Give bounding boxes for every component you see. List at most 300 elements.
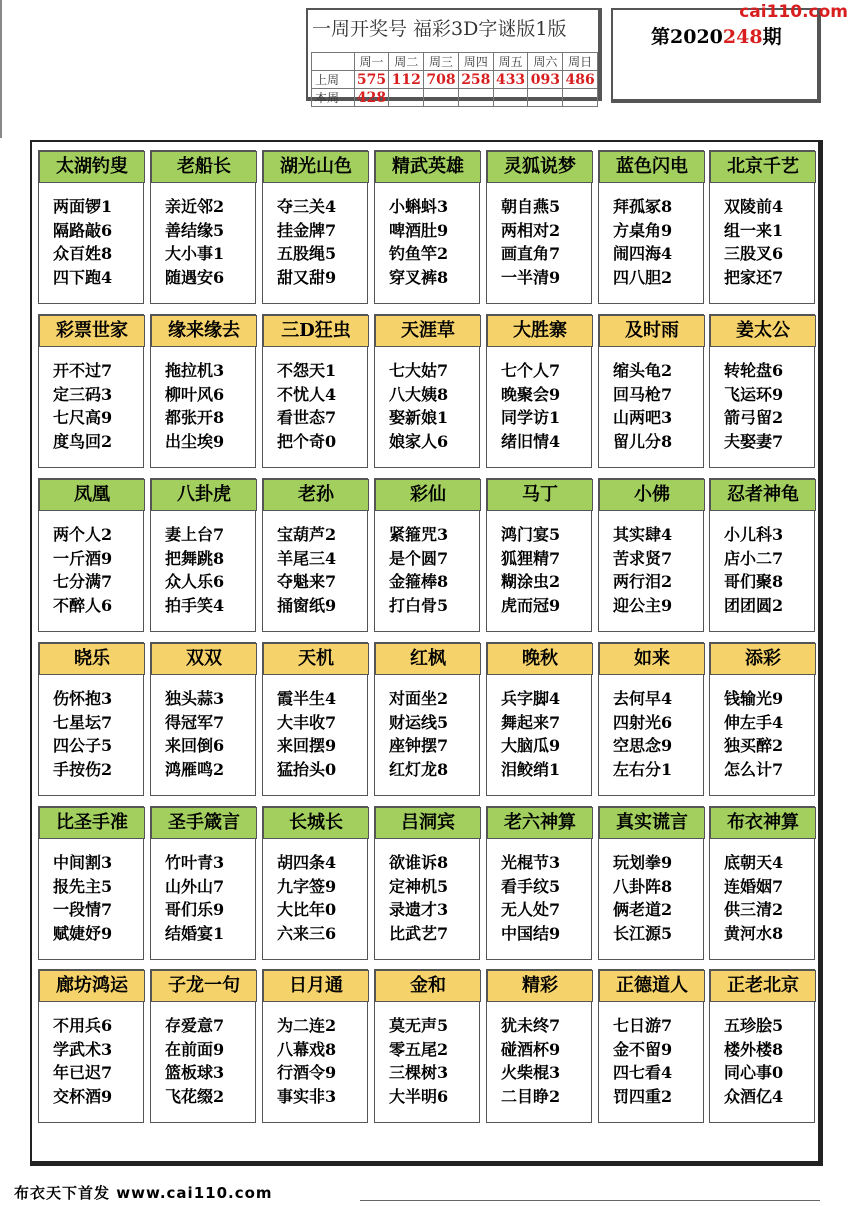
puzzle-line: 在前面9: [165, 1039, 225, 1059]
puzzle-title: 精彩: [487, 970, 593, 1002]
puzzle-line: 七大姑7: [389, 361, 449, 380]
puzzle-line: 八幕戏8: [277, 1039, 337, 1059]
puzzle-line: 玩划拳9: [613, 853, 673, 872]
puzzle-line: 胡四条4: [277, 853, 337, 872]
puzzle-line: 把舞跳8: [165, 548, 225, 568]
puzzle-card: [262, 642, 368, 796]
puzzle-title: 子龙一句: [151, 970, 257, 1002]
puzzle-line: 独头蒜3: [165, 689, 225, 708]
draw-number: [424, 89, 459, 107]
puzzle-title: 老船长: [151, 151, 257, 183]
puzzle-line: 三股叉6: [724, 244, 784, 263]
puzzle-line: 亲近邻2: [165, 197, 225, 216]
puzzle-line: 众酒亿4: [724, 1086, 784, 1106]
puzzle-line: 欲谁诉8: [389, 853, 449, 872]
puzzle-title: 比圣手准: [39, 807, 145, 839]
puzzle-title: 精武英雄: [375, 151, 481, 183]
puzzle-line: 两面锣1: [53, 197, 113, 216]
puzzle-card: [262, 806, 368, 960]
puzzle-lines: [613, 523, 703, 617]
puzzle-title: 吕洞宾: [375, 807, 481, 839]
puzzle-line: 羊尾三4: [277, 548, 337, 568]
puzzle-lines: [165, 851, 255, 945]
puzzle-line: 长江源5: [613, 923, 673, 943]
puzzle-line: 光棍节3: [501, 853, 561, 872]
puzzle-line: 都张开8: [165, 408, 225, 427]
day-header-row: [312, 53, 598, 71]
puzzle-card: [709, 478, 815, 632]
puzzle-line: 泪鲛绡1: [501, 759, 561, 779]
puzzle-line: 哥们乐9: [165, 900, 225, 919]
draw-number: [458, 89, 493, 107]
page-edge-line: [0, 0, 2, 138]
puzzle-card: [709, 969, 815, 1123]
puzzle-lines: [724, 359, 814, 453]
puzzle-line: 结婚宴1: [165, 923, 225, 943]
puzzle-card: [598, 314, 704, 468]
puzzle-line: 山两吧3: [613, 408, 673, 427]
puzzle-line: 四七看4: [613, 1063, 673, 1082]
draw-number: [528, 89, 563, 107]
puzzle-line: 来回摆9: [277, 736, 337, 755]
puzzle-line: 学武术3: [53, 1039, 113, 1059]
puzzle-lines: [53, 1014, 143, 1108]
puzzle-card: [150, 642, 256, 796]
puzzle-title: 忍者神龟: [710, 479, 816, 511]
puzzle-line: 霞半生4: [277, 689, 337, 708]
puzzle-card: [374, 150, 480, 304]
puzzle-line: 报先主5: [53, 876, 113, 896]
puzzle-title: 正德道人: [599, 970, 705, 1002]
puzzle-line: 挂金牌7: [277, 220, 337, 240]
puzzle-line: 不忧人4: [277, 384, 337, 404]
draw-number: 575: [354, 71, 389, 89]
puzzle-line: 娶新娘1: [389, 408, 449, 427]
puzzle-card: [262, 478, 368, 632]
puzzle-line: 不醉人6: [53, 595, 113, 615]
puzzle-line: 竹叶青3: [165, 853, 225, 872]
puzzle-line: 六来三6: [277, 923, 337, 943]
puzzle-title: 天涯草: [375, 315, 481, 347]
puzzle-line: 出尘埃9: [165, 431, 225, 451]
puzzle-line: 鸿门宴5: [501, 525, 561, 544]
draw-number: 708: [424, 71, 459, 89]
puzzle-line: 四射光6: [613, 712, 673, 732]
puzzle-line: 录遗才3: [389, 900, 449, 919]
puzzle-line: 比武艺7: [389, 923, 449, 943]
draw-number: 433: [493, 71, 528, 89]
puzzle-line: 迎公主9: [613, 595, 673, 615]
puzzle-line: 捅窗纸9: [277, 595, 337, 615]
puzzle-line: 两个人2: [53, 525, 113, 544]
puzzle-title: 小佛: [599, 479, 705, 511]
puzzle-card: [150, 806, 256, 960]
puzzle-line: 左右分1: [613, 759, 673, 779]
puzzle-line: 钓鱼竿2: [389, 244, 449, 263]
puzzle-card: [598, 478, 704, 632]
puzzle-card: [374, 478, 480, 632]
puzzle-card: [486, 969, 592, 1123]
puzzle-lines: [53, 195, 143, 289]
puzzle-line: 把个奇0: [277, 431, 337, 451]
puzzle-line: 独买醉2: [724, 736, 784, 755]
puzzle-card: [262, 314, 368, 468]
puzzle-title: 布衣神算: [710, 807, 816, 839]
puzzle-line: 甜又甜9: [277, 267, 337, 287]
puzzle-line: 为二连2: [277, 1016, 337, 1035]
puzzle-title: 北京千艺: [710, 151, 816, 183]
puzzle-line: 手按伤2: [53, 759, 113, 779]
puzzle-line: 黄河水8: [724, 923, 784, 943]
puzzle-line: 犹未终7: [501, 1016, 561, 1035]
puzzle-lines: [165, 687, 255, 781]
puzzle-card: [150, 314, 256, 468]
puzzle-line: 双陵前4: [724, 197, 784, 216]
draw-number: 112: [389, 71, 424, 89]
footer-text: 布衣天下首发 www.cai110.com: [14, 1184, 273, 1202]
puzzle-line: 善结缘5: [165, 220, 225, 240]
puzzle-line: 箭弓留2: [724, 408, 784, 427]
puzzle-line: 鸿雁鸣2: [165, 759, 225, 779]
puzzle-card: [374, 314, 480, 468]
puzzle-line: 舞起来7: [501, 712, 561, 732]
puzzle-title: 红枫: [375, 643, 481, 675]
puzzle-card: [262, 969, 368, 1123]
weekly-draw-table: [306, 8, 602, 106]
puzzle-line: 拍手笑4: [165, 595, 225, 615]
puzzle-card: [486, 642, 592, 796]
puzzle-card: [486, 150, 592, 304]
puzzle-lines: [53, 359, 143, 453]
puzzle-line: 碰酒杯9: [501, 1039, 561, 1059]
puzzle-line: 啤酒肚9: [389, 220, 449, 240]
puzzle-line: 团团圆2: [724, 595, 784, 615]
puzzle-card: [38, 314, 144, 468]
puzzle-line: 三棵树3: [389, 1063, 449, 1082]
puzzle-line: 七日游7: [613, 1016, 673, 1035]
issue-number: 第2020248期: [651, 26, 782, 48]
puzzle-line: 得冠军7: [165, 712, 225, 732]
puzzle-line: 来回倒6: [165, 736, 225, 755]
puzzle-card: [38, 642, 144, 796]
puzzle-line: 七尺高9: [53, 408, 113, 427]
puzzle-lines: [389, 359, 479, 453]
puzzle-title: 姜太公: [710, 315, 816, 347]
puzzle-line: 年已迟7: [53, 1063, 113, 1082]
puzzle-title: 灵狐说梦: [487, 151, 593, 183]
puzzle-title: 三D狂虫: [263, 315, 369, 347]
puzzle-line: 金不留9: [613, 1039, 673, 1059]
puzzle-line: 哥们聚8: [724, 572, 784, 591]
puzzle-line: 其实肆4: [613, 525, 673, 544]
puzzle-line: 绪旧情4: [501, 431, 561, 451]
puzzle-lines: [53, 687, 143, 781]
puzzle-line: 苦求贤7: [613, 548, 673, 568]
puzzle-line: 九字签9: [277, 876, 337, 896]
puzzle-line: 店小二7: [724, 548, 784, 568]
puzzle-lines: [389, 851, 479, 945]
puzzle-card: [374, 642, 480, 796]
row-label: 本周: [312, 89, 355, 107]
puzzle-lines: [53, 523, 143, 617]
puzzle-line: 存爱意7: [165, 1016, 225, 1035]
puzzle-lines: [613, 1014, 703, 1108]
puzzle-lines: [613, 195, 703, 289]
puzzle-lines: [165, 359, 255, 453]
puzzle-line: 八卦阵8: [613, 876, 673, 896]
puzzle-line: 无人处7: [501, 900, 561, 919]
puzzle-line: 缩头龟2: [613, 361, 673, 380]
puzzle-line: 交杯酒9: [53, 1086, 113, 1106]
puzzle-line: 八大姨8: [389, 384, 449, 404]
row-label: 上周: [312, 71, 355, 89]
puzzle-line: 众百姓8: [53, 244, 113, 263]
puzzle-line: 随遇安6: [165, 267, 225, 287]
day-label: 周日: [563, 53, 598, 71]
puzzle-title: 及时雨: [599, 315, 705, 347]
puzzle-lines: [501, 359, 591, 453]
puzzle-line: 拜孤冢8: [613, 197, 673, 216]
puzzle-lines: [613, 851, 703, 945]
puzzle-line: 转轮盘6: [724, 361, 784, 380]
puzzle-line: 零五尾2: [389, 1039, 449, 1059]
puzzle-line: 大比年0: [277, 900, 337, 919]
puzzle-card: [38, 806, 144, 960]
draw-number: [563, 89, 598, 107]
puzzle-title: 缘来缘去: [151, 315, 257, 347]
footer-divider: [360, 1200, 820, 1201]
puzzle-lines: [724, 1014, 814, 1108]
puzzle-line: 妻上台7: [165, 525, 225, 544]
puzzle-card: [709, 642, 815, 796]
puzzle-line: 打白骨5: [389, 595, 449, 615]
puzzle-line: 宝葫芦2: [277, 525, 337, 544]
puzzle-lines: [53, 851, 143, 945]
puzzle-title: 太湖钓叟: [39, 151, 145, 183]
puzzle-title: 金和: [375, 970, 481, 1002]
puzzle-line: 财运线5: [389, 712, 449, 732]
puzzle-line: 隔路敲6: [53, 220, 113, 240]
day-label: 周六: [528, 53, 563, 71]
puzzle-line: 红灯龙8: [389, 759, 449, 779]
puzzle-line: 众人乐6: [165, 572, 225, 591]
puzzle-line: 楼外楼8: [724, 1039, 784, 1059]
puzzle-title: 圣手箴言: [151, 807, 257, 839]
puzzle-line: 二目睁2: [501, 1086, 561, 1106]
puzzle-lines: [724, 195, 814, 289]
puzzle-lines: [277, 1014, 367, 1108]
puzzle-line: 晚聚会9: [501, 384, 561, 404]
puzzle-title: 双双: [151, 643, 257, 675]
puzzle-card: [486, 806, 592, 960]
puzzle-line: 两行泪2: [613, 572, 673, 591]
puzzle-line: 度鸟回2: [53, 431, 113, 451]
puzzle-line: 夺三关4: [277, 197, 337, 216]
puzzle-line: 怎么计7: [724, 759, 784, 779]
puzzle-line: 供三清2: [724, 900, 784, 919]
puzzle-lines: [501, 1014, 591, 1108]
puzzle-line: 火柴棍3: [501, 1063, 561, 1082]
puzzle-line: 糊涂虫2: [501, 572, 561, 591]
puzzle-lines: [277, 687, 367, 781]
puzzle-line: 五股绳5: [277, 244, 337, 263]
puzzle-line: 一斤酒9: [53, 548, 113, 568]
puzzle-line: 小蝌蚪3: [389, 197, 449, 216]
puzzle-title: 长城长: [263, 807, 369, 839]
puzzle-title: 马丁: [487, 479, 593, 511]
puzzle-card: [486, 478, 592, 632]
puzzle-line: 朝自燕5: [501, 197, 561, 216]
puzzle-line: 大丰收7: [277, 712, 337, 732]
puzzle-line: 开不过7: [53, 361, 113, 380]
puzzle-card: [150, 969, 256, 1123]
puzzle-card: [150, 150, 256, 304]
draw-number: 486: [563, 71, 598, 89]
day-label: 周五: [493, 53, 528, 71]
puzzle-line: 行酒令9: [277, 1063, 337, 1082]
puzzle-line: 一半清9: [501, 267, 561, 287]
puzzle-card: [709, 314, 815, 468]
puzzle-line: 不怨天1: [277, 361, 337, 380]
puzzle-line: 虎而冠9: [501, 595, 561, 615]
puzzle-lines: [389, 195, 479, 289]
puzzle-line: 底朝天4: [724, 853, 784, 872]
puzzle-line: 夫娶妻7: [724, 431, 784, 451]
puzzle-line: 看世态7: [277, 408, 337, 427]
puzzle-line: 去何早4: [613, 689, 673, 708]
puzzle-line: 拖拉机3: [165, 361, 225, 380]
puzzle-title: 老孙: [263, 479, 369, 511]
puzzle-title: 大胜寨: [487, 315, 593, 347]
puzzle-line: 伤怀抱3: [53, 689, 113, 708]
puzzle-title: 湖光山色: [263, 151, 369, 183]
puzzle-line: 钱输光9: [724, 689, 784, 708]
day-label: 周三: [424, 53, 459, 71]
puzzle-line: 五珍脍5: [724, 1016, 784, 1035]
puzzle-title: 真实谎言: [599, 807, 705, 839]
puzzle-line: 七星坛7: [53, 712, 113, 732]
puzzle-line: 不用兵6: [53, 1016, 113, 1035]
puzzle-line: 大脑瓜9: [501, 736, 561, 755]
puzzle-title: 晚秋: [487, 643, 593, 675]
puzzle-title: 彩票世家: [39, 315, 145, 347]
puzzle-lines: [165, 195, 255, 289]
puzzle-lines: [501, 523, 591, 617]
puzzle-card: [150, 478, 256, 632]
puzzle-lines: [277, 523, 367, 617]
draw-number: 258: [458, 71, 493, 89]
this-week-row: [312, 89, 598, 107]
puzzle-lines: [501, 851, 591, 945]
puzzle-line: 大半明6: [389, 1086, 449, 1106]
puzzle-lines: [165, 523, 255, 617]
puzzle-line: 回马枪7: [613, 384, 673, 404]
puzzle-card: [38, 478, 144, 632]
puzzle-title: 正老北京: [710, 970, 816, 1002]
puzzle-line: 七个人7: [501, 361, 561, 380]
puzzle-line: 狐狸精7: [501, 548, 561, 568]
puzzle-lines: [613, 687, 703, 781]
puzzle-line: 对面坐2: [389, 689, 449, 708]
puzzle-line: 柳叶风6: [165, 384, 225, 404]
puzzle-card: [38, 150, 144, 304]
puzzle-line: 空思念9: [613, 736, 673, 755]
puzzle-title: 老六神算: [487, 807, 593, 839]
puzzle-line: 事实非3: [277, 1086, 337, 1106]
puzzle-title: 添彩: [710, 643, 816, 675]
puzzle-title: 如来: [599, 643, 705, 675]
puzzle-title: 蓝色闪电: [599, 151, 705, 183]
puzzle-lines: [501, 687, 591, 781]
puzzle-line: 是个圆7: [389, 548, 449, 568]
puzzle-line: 娘家人6: [389, 431, 449, 451]
puzzle-line: 闹四海4: [613, 244, 673, 263]
puzzle-line: 同学访1: [501, 408, 561, 427]
puzzle-card: [598, 806, 704, 960]
puzzle-lines: [165, 1014, 255, 1108]
puzzle-line: 画直角7: [501, 244, 561, 263]
puzzle-line: 七分满7: [53, 572, 113, 591]
puzzle-line: 赋婕妤9: [53, 923, 113, 943]
puzzle-line: 大小事1: [165, 244, 225, 263]
puzzle-line: 定神机5: [389, 876, 449, 896]
puzzle-lines: [389, 1014, 479, 1108]
puzzle-line: 把家还7: [724, 267, 784, 287]
puzzle-lines: [277, 359, 367, 453]
puzzle-line: 伸左手4: [724, 712, 784, 732]
draw-number: 093: [528, 71, 563, 89]
puzzle-card: [486, 314, 592, 468]
puzzle-title: 日月通: [263, 970, 369, 1002]
day-label: 周一: [354, 53, 389, 71]
puzzle-line: 金箍棒8: [389, 572, 449, 591]
puzzle-line: 连婚姻7: [724, 876, 784, 896]
puzzle-card: [598, 969, 704, 1123]
puzzle-lines: [724, 851, 814, 945]
puzzle-card: [374, 806, 480, 960]
last-week-row: [312, 71, 598, 89]
puzzle-line: 篮板球3: [165, 1063, 225, 1082]
puzzle-line: 飞运环9: [724, 384, 784, 404]
puzzle-line: 组一来1: [724, 220, 784, 240]
puzzle-line: 方桌角9: [613, 220, 673, 240]
puzzle-line: 留儿分8: [613, 431, 673, 451]
puzzle-lines: [724, 687, 814, 781]
puzzle-title: 廊坊鸿运: [39, 970, 145, 1002]
draw-grid: [311, 52, 598, 107]
puzzle-card: [709, 806, 815, 960]
puzzle-line: 中国结9: [501, 923, 561, 943]
puzzle-lines: [277, 195, 367, 289]
puzzle-line: 紧箍咒3: [389, 525, 449, 544]
puzzle-line: 两相对2: [501, 220, 561, 240]
day-label: 周二: [389, 53, 424, 71]
puzzle-line: 看手纹5: [501, 876, 561, 896]
header-title: 一周开奖号 福彩3D字谜版1版: [312, 18, 567, 40]
puzzle-title: 彩仙: [375, 479, 481, 511]
puzzle-title: 天机: [263, 643, 369, 675]
puzzle-line: 穿叉裤8: [389, 267, 449, 287]
puzzle-lines: [277, 851, 367, 945]
puzzle-line: 山外山7: [165, 876, 225, 896]
puzzle-board: [30, 140, 823, 1166]
puzzle-line: 猛抬头0: [277, 759, 337, 779]
puzzle-line: 中间割3: [53, 853, 113, 872]
puzzle-lines: [389, 687, 479, 781]
puzzle-card: [38, 969, 144, 1123]
draw-number: 428: [354, 89, 389, 107]
site-logo-text[interactable]: cai110.com: [739, 2, 848, 22]
